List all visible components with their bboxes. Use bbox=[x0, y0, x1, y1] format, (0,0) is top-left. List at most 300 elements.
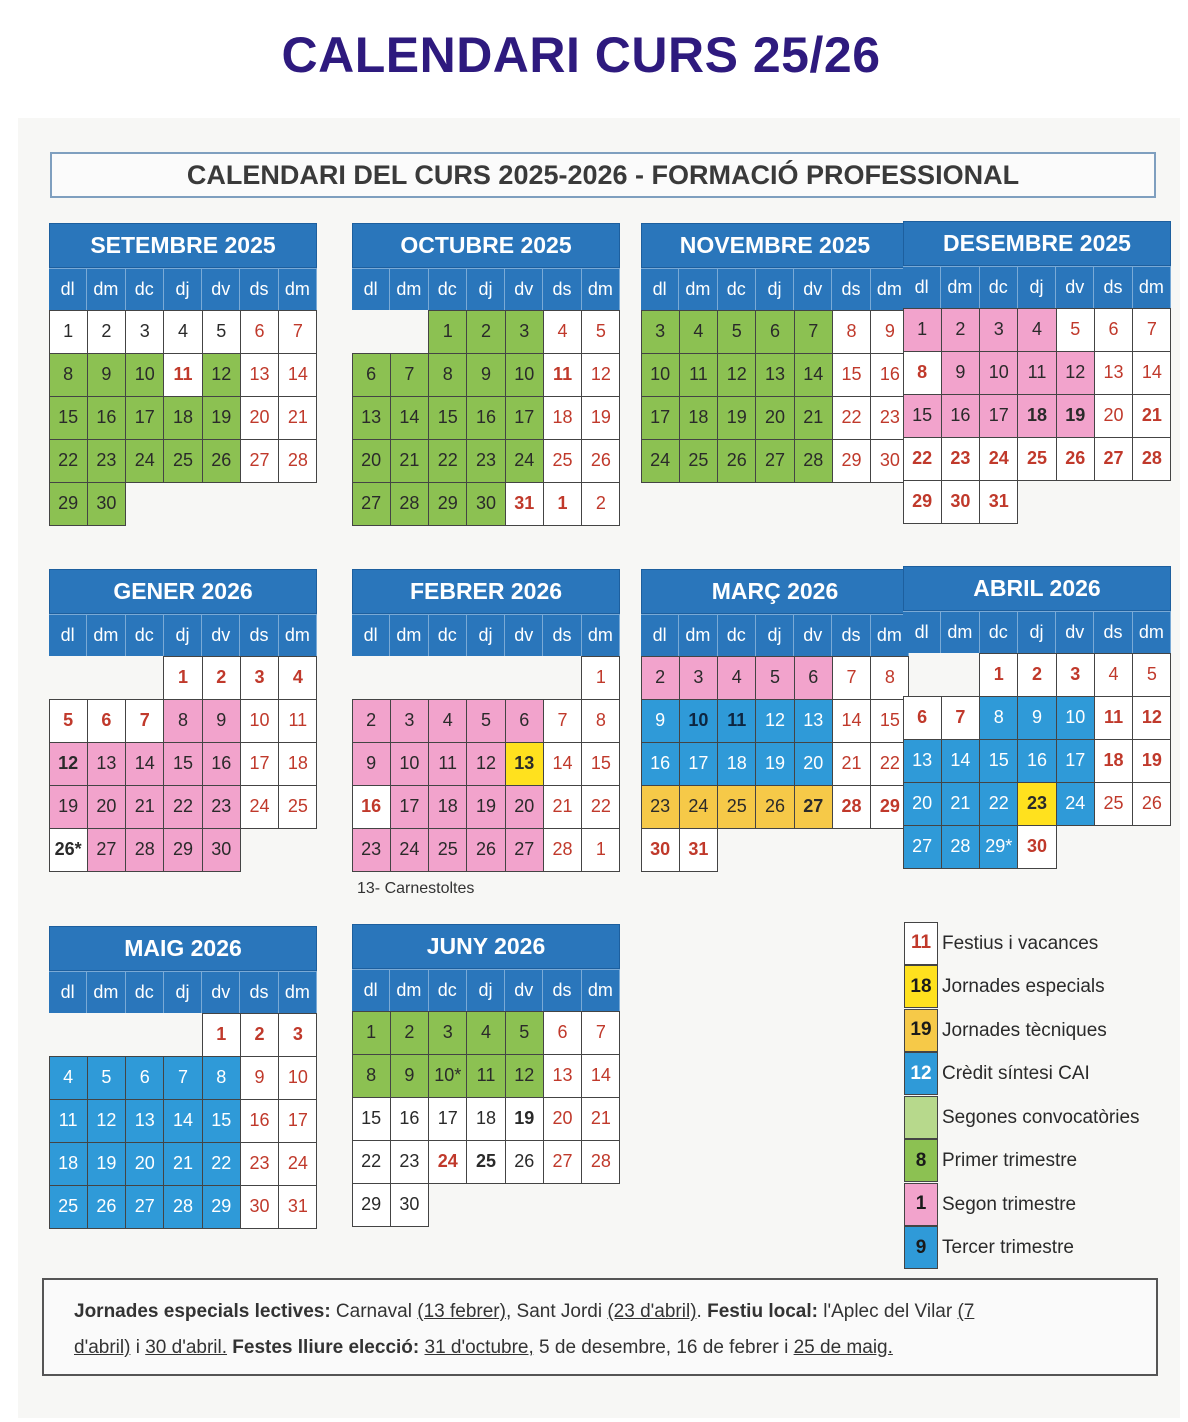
month-9 bbox=[49, 926, 317, 1228]
weekday-header-row bbox=[49, 268, 317, 310]
page-title: CALENDARI CURS 25/26 bbox=[281, 27, 881, 83]
day-cell: 4 bbox=[679, 310, 718, 354]
day-cell: 18 bbox=[543, 396, 582, 440]
day-cell: 20 bbox=[352, 439, 391, 483]
weekday-header-row bbox=[903, 266, 1171, 308]
day-cell: 4 bbox=[278, 656, 317, 700]
day-cell: 30 bbox=[466, 482, 505, 526]
day-cell: 30 bbox=[1017, 825, 1056, 869]
day-cell: 26* bbox=[49, 828, 88, 872]
day-cell: 18 bbox=[717, 742, 756, 786]
day-cell: 18 bbox=[466, 1097, 505, 1141]
day-cell: 5 bbox=[581, 310, 620, 354]
empty-cell bbox=[163, 1013, 202, 1057]
day-cell: 9 bbox=[390, 1054, 429, 1098]
day-cell: 29 bbox=[832, 439, 871, 483]
day-cell: 25 bbox=[717, 785, 756, 829]
day-cell: 5 bbox=[505, 1011, 544, 1055]
day-cell: 6 bbox=[755, 310, 794, 354]
legend-item bbox=[904, 966, 1174, 1010]
weekday-header: dv bbox=[202, 268, 240, 310]
day-cell: 23 bbox=[352, 828, 391, 872]
day-cell: 10 bbox=[1056, 696, 1095, 740]
day-cell: 11 bbox=[1017, 351, 1056, 395]
day-cell: 16 bbox=[202, 742, 241, 786]
day-cell: 9 bbox=[87, 353, 126, 397]
day-cell: 17 bbox=[679, 742, 718, 786]
day-cell: 9 bbox=[352, 742, 391, 786]
month-title: SETEMBRE 2025 bbox=[49, 223, 317, 268]
legend-swatch: 9 bbox=[904, 1226, 938, 1269]
weekday-header: dl bbox=[352, 969, 390, 1011]
day-cell: 14 bbox=[390, 396, 429, 440]
weekday-header-row bbox=[352, 614, 620, 656]
day-cell: 12 bbox=[49, 742, 88, 786]
day-grid bbox=[641, 310, 909, 482]
day-cell: 20 bbox=[125, 1142, 164, 1186]
day-cell: 19 bbox=[755, 742, 794, 786]
day-cell: 14 bbox=[941, 739, 980, 783]
day-cell: 2 bbox=[1017, 653, 1056, 697]
day-cell: 14 bbox=[1132, 351, 1171, 395]
day-cell: 9 bbox=[1017, 696, 1056, 740]
weekday-header: dm bbox=[1133, 611, 1171, 653]
day-cell: 8 bbox=[979, 696, 1018, 740]
weekday-header: dm bbox=[679, 268, 717, 310]
day-cell: 3 bbox=[240, 656, 279, 700]
day-cell: 26 bbox=[717, 439, 756, 483]
day-cell: 29 bbox=[870, 785, 909, 829]
day-cell: 2 bbox=[352, 699, 391, 743]
legend-label: Festius i vacances bbox=[942, 932, 1099, 954]
day-cell: 15 bbox=[832, 353, 871, 397]
footer-date: (23 d'abril) bbox=[607, 1301, 697, 1322]
day-cell: 20 bbox=[505, 785, 544, 829]
weekday-header: ds bbox=[543, 969, 581, 1011]
day-cell: 3 bbox=[505, 310, 544, 354]
day-cell: 1 bbox=[581, 828, 620, 872]
month-5 bbox=[49, 569, 317, 871]
weekday-header: ds bbox=[543, 268, 581, 310]
empty-cell bbox=[352, 656, 391, 700]
weekday-header: dl bbox=[641, 614, 679, 656]
weekday-header: dl bbox=[641, 268, 679, 310]
month-title: GENER 2026 bbox=[49, 569, 317, 614]
month-10 bbox=[352, 924, 620, 1226]
day-cell: 9 bbox=[240, 1056, 279, 1100]
footer-label-lliure: Festes lliure elecció: bbox=[232, 1337, 420, 1358]
weekday-header-row bbox=[49, 614, 317, 656]
weekday-header: dc bbox=[126, 614, 164, 656]
day-cell: 3 bbox=[278, 1013, 317, 1057]
day-cell: 9 bbox=[466, 353, 505, 397]
day-cell: 14 bbox=[581, 1054, 620, 1098]
day-cell: 23 bbox=[1017, 782, 1056, 826]
legend-item bbox=[904, 922, 1174, 966]
day-cell: 1 bbox=[543, 482, 582, 526]
day-cell: 25 bbox=[543, 439, 582, 483]
day-cell: 17 bbox=[641, 396, 680, 440]
empty-cell bbox=[903, 653, 942, 697]
month-title: MAIG 2026 bbox=[49, 926, 317, 971]
day-cell: 4 bbox=[163, 310, 202, 354]
day-cell: 23 bbox=[641, 785, 680, 829]
day-cell: 19 bbox=[581, 396, 620, 440]
day-cell: 29 bbox=[202, 1185, 241, 1229]
day-cell: 12 bbox=[717, 353, 756, 397]
empty-cell bbox=[125, 656, 164, 700]
day-cell: 6 bbox=[240, 310, 279, 354]
weekday-header: dl bbox=[352, 268, 390, 310]
month-title: FEBRER 2026 bbox=[352, 569, 620, 614]
day-cell: 19 bbox=[1132, 739, 1171, 783]
weekday-header: dj bbox=[756, 614, 794, 656]
empty-cell bbox=[352, 310, 391, 354]
weekday-header: dj bbox=[164, 614, 202, 656]
weekday-header: dj bbox=[467, 268, 505, 310]
weekday-header: dc bbox=[429, 614, 467, 656]
empty-cell bbox=[87, 1013, 126, 1057]
weekday-header: dm bbox=[390, 969, 428, 1011]
day-cell: 8 bbox=[903, 351, 942, 395]
weekday-header: dj bbox=[1018, 266, 1056, 308]
month-8 bbox=[903, 566, 1171, 868]
day-grid bbox=[352, 1011, 620, 1226]
day-cell: 13 bbox=[87, 742, 126, 786]
day-cell: 23 bbox=[870, 396, 909, 440]
day-cell: 16 bbox=[870, 353, 909, 397]
day-cell: 12 bbox=[1132, 696, 1171, 740]
day-cell: 1 bbox=[581, 656, 620, 700]
day-cell: 20 bbox=[903, 782, 942, 826]
day-cell: 15 bbox=[870, 699, 909, 743]
day-cell: 11 bbox=[1094, 696, 1133, 740]
day-cell: 19 bbox=[1056, 394, 1095, 438]
day-cell: 3 bbox=[679, 656, 718, 700]
day-cell: 18 bbox=[1017, 394, 1056, 438]
empty-cell bbox=[125, 1013, 164, 1057]
day-cell: 21 bbox=[278, 396, 317, 440]
day-cell: 6 bbox=[352, 353, 391, 397]
day-cell: 18 bbox=[163, 396, 202, 440]
weekday-header: dm bbox=[871, 614, 909, 656]
day-cell: 16 bbox=[1017, 739, 1056, 783]
legend-label: Tercer trimestre bbox=[942, 1237, 1074, 1259]
legend-swatch: 8 bbox=[904, 1139, 938, 1182]
legend-swatch: 19 bbox=[904, 1009, 938, 1052]
day-cell: 25 bbox=[278, 785, 317, 829]
day-cell: 18 bbox=[49, 1142, 88, 1186]
month-6 bbox=[352, 569, 620, 871]
day-cell: 20 bbox=[755, 396, 794, 440]
weekday-header: dm bbox=[941, 266, 979, 308]
day-cell: 19 bbox=[717, 396, 756, 440]
weekday-header: dl bbox=[352, 614, 390, 656]
day-cell: 12 bbox=[755, 699, 794, 743]
day-cell: 7 bbox=[390, 353, 429, 397]
day-cell: 13 bbox=[794, 699, 833, 743]
footer-date: d'abril) bbox=[74, 1337, 131, 1358]
day-cell: 27 bbox=[755, 439, 794, 483]
weekday-header: dv bbox=[202, 971, 240, 1013]
weekday-header: dl bbox=[903, 266, 941, 308]
day-cell: 9 bbox=[202, 699, 241, 743]
day-cell: 24 bbox=[979, 437, 1018, 481]
month-title: MARÇ 2026 bbox=[641, 569, 909, 614]
day-cell: 26 bbox=[202, 439, 241, 483]
legend-swatch: 12 bbox=[904, 1052, 938, 1095]
day-cell: 22 bbox=[163, 785, 202, 829]
day-cell: 5 bbox=[1056, 308, 1095, 352]
day-grid bbox=[49, 310, 317, 525]
day-cell: 7 bbox=[1132, 308, 1171, 352]
legend-label: Primer trimestre bbox=[942, 1150, 1078, 1172]
legend-label: Segones convocatòries bbox=[942, 1106, 1140, 1128]
month-title: NOVEMBRE 2025 bbox=[641, 223, 909, 268]
day-cell: 29 bbox=[49, 482, 88, 526]
day-cell: 30 bbox=[870, 439, 909, 483]
empty-cell bbox=[390, 656, 429, 700]
footer-date: (13 febrer) bbox=[417, 1301, 506, 1322]
day-cell: 29 bbox=[352, 1183, 391, 1227]
day-cell: 5 bbox=[717, 310, 756, 354]
legend-item bbox=[904, 1053, 1174, 1097]
day-cell: 21 bbox=[1132, 394, 1171, 438]
day-cell: 24 bbox=[278, 1142, 317, 1186]
day-cell: 11 bbox=[428, 742, 467, 786]
weekday-header: dm bbox=[1133, 266, 1171, 308]
day-cell: 1 bbox=[352, 1011, 391, 1055]
month-3 bbox=[641, 223, 909, 482]
day-cell: 21 bbox=[543, 785, 582, 829]
day-cell: 6 bbox=[505, 699, 544, 743]
day-cell: 16 bbox=[641, 742, 680, 786]
day-cell: 28 bbox=[941, 825, 980, 869]
day-cell: 6 bbox=[1094, 308, 1133, 352]
day-cell: 16 bbox=[87, 396, 126, 440]
day-cell: 19 bbox=[49, 785, 88, 829]
day-cell: 14 bbox=[794, 353, 833, 397]
day-cell: 30 bbox=[390, 1183, 429, 1227]
day-cell: 24 bbox=[428, 1140, 467, 1184]
day-cell: 26 bbox=[755, 785, 794, 829]
weekday-header: dj bbox=[756, 268, 794, 310]
day-cell: 10 bbox=[390, 742, 429, 786]
carnestoltes-note: 13- Carnestoltes bbox=[357, 880, 475, 897]
day-cell: 12 bbox=[1056, 351, 1095, 395]
day-cell: 12 bbox=[202, 353, 241, 397]
weekday-header: dm bbox=[390, 614, 428, 656]
weekday-header: dm bbox=[87, 971, 125, 1013]
day-cell: 23 bbox=[240, 1142, 279, 1186]
day-cell: 22 bbox=[49, 439, 88, 483]
day-cell: 16 bbox=[352, 785, 391, 829]
legend-item bbox=[904, 1227, 1174, 1271]
day-grid bbox=[49, 1013, 317, 1228]
day-cell: 27 bbox=[505, 828, 544, 872]
empty-cell bbox=[49, 1013, 88, 1057]
day-cell: 24 bbox=[125, 439, 164, 483]
weekday-header: dl bbox=[903, 611, 941, 653]
weekday-header: dm bbox=[582, 268, 620, 310]
day-cell: 1 bbox=[163, 656, 202, 700]
day-cell: 4 bbox=[543, 310, 582, 354]
day-cell: 21 bbox=[581, 1097, 620, 1141]
day-cell: 11 bbox=[679, 353, 718, 397]
day-cell: 25 bbox=[49, 1185, 88, 1229]
day-cell: 2 bbox=[581, 482, 620, 526]
footer-text: Carnaval bbox=[330, 1301, 418, 1322]
day-cell: 25 bbox=[1094, 782, 1133, 826]
day-cell: 23 bbox=[941, 437, 980, 481]
day-cell: 13 bbox=[903, 739, 942, 783]
day-cell: 25 bbox=[428, 828, 467, 872]
day-cell: 28 bbox=[125, 828, 164, 872]
day-cell: 22 bbox=[832, 396, 871, 440]
day-cell: 7 bbox=[278, 310, 317, 354]
day-cell: 14 bbox=[125, 742, 164, 786]
day-cell: 12 bbox=[581, 353, 620, 397]
weekday-header: dm bbox=[582, 614, 620, 656]
day-cell: 13 bbox=[543, 1054, 582, 1098]
day-cell: 3 bbox=[390, 699, 429, 743]
legend bbox=[904, 922, 1174, 1270]
day-cell: 26 bbox=[1132, 782, 1171, 826]
weekday-header-row bbox=[641, 268, 909, 310]
day-cell: 10 bbox=[240, 699, 279, 743]
weekday-header: dv bbox=[505, 268, 543, 310]
weekday-header: dc bbox=[718, 268, 756, 310]
day-cell: 3 bbox=[979, 308, 1018, 352]
weekday-header-row bbox=[49, 971, 317, 1013]
day-cell: 26 bbox=[87, 1185, 126, 1229]
month-4 bbox=[903, 221, 1171, 523]
day-cell: 10 bbox=[505, 353, 544, 397]
day-cell: 21 bbox=[163, 1142, 202, 1186]
weekday-header: dj bbox=[467, 969, 505, 1011]
day-cell: 10 bbox=[641, 353, 680, 397]
day-cell: 8 bbox=[581, 699, 620, 743]
day-cell: 28 bbox=[581, 1140, 620, 1184]
empty-cell bbox=[49, 656, 88, 700]
weekday-header: ds bbox=[832, 614, 870, 656]
day-cell: 22 bbox=[870, 742, 909, 786]
day-cell: 28 bbox=[1132, 437, 1171, 481]
day-cell: 5 bbox=[87, 1056, 126, 1100]
footer-label-festiu: Festiu local: bbox=[707, 1301, 818, 1322]
weekday-header: dv bbox=[505, 969, 543, 1011]
day-cell: 5 bbox=[49, 699, 88, 743]
weekday-header: dm bbox=[390, 268, 428, 310]
day-cell: 5 bbox=[755, 656, 794, 700]
day-cell: 4 bbox=[1017, 308, 1056, 352]
day-cell: 23 bbox=[202, 785, 241, 829]
weekday-header-row bbox=[352, 969, 620, 1011]
day-grid bbox=[352, 656, 620, 871]
day-cell: 27 bbox=[125, 1185, 164, 1229]
legend-item bbox=[904, 1009, 1174, 1053]
day-cell: 6 bbox=[125, 1056, 164, 1100]
weekday-header: dj bbox=[164, 268, 202, 310]
day-cell: 3 bbox=[1056, 653, 1095, 697]
footer-text: , Sant Jordi bbox=[505, 1301, 608, 1322]
day-cell: 10 bbox=[979, 351, 1018, 395]
day-cell: 30 bbox=[240, 1185, 279, 1229]
day-cell: 5 bbox=[202, 310, 241, 354]
day-cell: 13 bbox=[125, 1099, 164, 1143]
day-cell: 29 bbox=[903, 480, 942, 524]
day-cell: 18 bbox=[679, 396, 718, 440]
weekday-header: ds bbox=[240, 614, 278, 656]
legend-item bbox=[904, 1096, 1174, 1140]
day-cell: 7 bbox=[125, 699, 164, 743]
weekday-header: dm bbox=[279, 971, 317, 1013]
weekday-header: dj bbox=[1018, 611, 1056, 653]
day-cell: 28 bbox=[278, 439, 317, 483]
legend-swatch: 11 bbox=[904, 922, 938, 965]
weekday-header: dj bbox=[467, 614, 505, 656]
day-grid bbox=[49, 656, 317, 871]
day-cell: 17 bbox=[125, 396, 164, 440]
day-cell: 17 bbox=[505, 396, 544, 440]
day-cell: 13 bbox=[1094, 351, 1133, 395]
day-cell: 30 bbox=[202, 828, 241, 872]
weekday-header: dl bbox=[49, 971, 87, 1013]
weekday-header: dv bbox=[794, 614, 832, 656]
weekday-header: dl bbox=[49, 268, 87, 310]
day-grid bbox=[641, 656, 909, 871]
weekday-header: ds bbox=[1094, 266, 1132, 308]
day-cell: 30 bbox=[641, 828, 680, 872]
weekday-header: dm bbox=[87, 614, 125, 656]
day-cell: 1 bbox=[903, 308, 942, 352]
month-title: OCTUBRE 2025 bbox=[352, 223, 620, 268]
day-cell: 10 bbox=[125, 353, 164, 397]
day-cell: 20 bbox=[1094, 394, 1133, 438]
day-cell: 20 bbox=[87, 785, 126, 829]
weekday-header: dc bbox=[980, 611, 1018, 653]
calendar-subtitle: CALENDARI DEL CURS 2025-2026 - FORMACIÓ PROFESSIONAL bbox=[50, 152, 1156, 198]
day-cell: 24 bbox=[505, 439, 544, 483]
weekday-header: dc bbox=[429, 268, 467, 310]
day-cell: 31 bbox=[979, 480, 1018, 524]
legend-label: Segon trimestre bbox=[942, 1193, 1077, 1215]
day-cell: 30 bbox=[941, 480, 980, 524]
weekday-header: dm bbox=[871, 268, 909, 310]
day-cell: 10* bbox=[428, 1054, 467, 1098]
day-cell: 17 bbox=[278, 1099, 317, 1143]
day-cell: 9 bbox=[941, 351, 980, 395]
day-cell: 26 bbox=[505, 1140, 544, 1184]
day-cell: 31 bbox=[278, 1185, 317, 1229]
day-cell: 10 bbox=[278, 1056, 317, 1100]
weekday-header: dl bbox=[49, 614, 87, 656]
day-cell: 8 bbox=[870, 656, 909, 700]
weekday-header: ds bbox=[1094, 611, 1132, 653]
day-grid bbox=[903, 653, 1171, 868]
day-cell: 22 bbox=[352, 1140, 391, 1184]
footer-text: l'Aplec del Vilar bbox=[817, 1301, 958, 1322]
day-cell: 18 bbox=[1094, 739, 1133, 783]
day-cell: 15 bbox=[163, 742, 202, 786]
day-cell: 15 bbox=[202, 1099, 241, 1143]
day-cell: 8 bbox=[163, 699, 202, 743]
day-cell: 3 bbox=[125, 310, 164, 354]
empty-cell bbox=[390, 310, 429, 354]
day-cell: 25 bbox=[679, 439, 718, 483]
day-cell: 8 bbox=[428, 353, 467, 397]
day-grid bbox=[903, 308, 1171, 523]
